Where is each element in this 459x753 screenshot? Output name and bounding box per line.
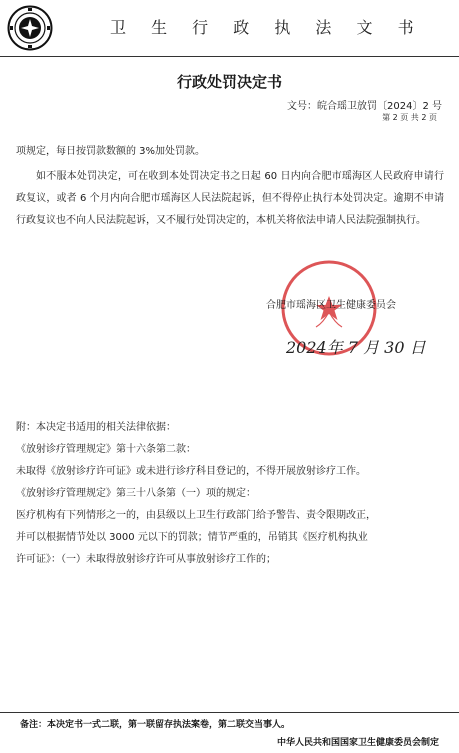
health-enforcement-emblem [7, 5, 53, 51]
legal-basis-line: 未取得《放射诊疗许可证》或未进行诊疗科目登记的，不得开展放射诊疗工作。 [16, 466, 366, 477]
body-paragraph-2: 如不服本处罚决定，可在收到本处罚决定书之日起 60 日内向合肥市瑶海区人民政府申请行政复议，或者 6 个月内向合肥市瑶海区人民法院起诉，但不得停止执行本处罚决定。逾期不申请行政复议也不向人民法院起诉，又不履行处罚决定的，本机关将依法申请人民法院强制执行。 [16, 171, 444, 226]
document-title: 行政处罚决定书 [176, 73, 282, 91]
footer-note: 备注：本决定书一式二联，第一联留存执法案卷，第二联交当事人。 [20, 720, 291, 730]
signature-date: 2024年 7 月 30 日 [286, 338, 426, 357]
legal-basis-line: 并可以根据情节处以 3000 元以下的罚款；情节严重的，吊销其《医疗机构执业 [16, 532, 368, 543]
legal-basis-line: 医疗机构有下列情形之一的，由县级以上卫生行政部门给予警告、责令限期改正， [16, 510, 376, 521]
document-number: 文号：皖合瑶卫放罚〔2024〕2 号 [287, 101, 442, 112]
footer-rule [0, 712, 459, 713]
body-paragraph-1: 项规定，每日按罚款数额的 3%加处罚款。 [16, 146, 206, 157]
legal-basis-heading: 附：本决定书适用的相关法律依据： [16, 422, 176, 433]
page-info: 第 2 页 共 2 页 [382, 113, 437, 122]
header-rule [0, 56, 459, 57]
legal-basis-line: 《放射诊疗管理规定》第三十八条第（一）项的规定： [16, 488, 256, 499]
issuing-organization: 合肥市瑶海区卫生健康委员会 [266, 300, 396, 311]
footer-issuer: 中华人民共和国国家卫生健康委员会制定 [276, 738, 439, 748]
header-title: 卫 生 行 政 执 法 文 书 [110, 18, 424, 37]
legal-basis-line: 《放射诊疗管理规定》第十六条第二款： [16, 444, 196, 455]
legal-basis-line: 许可证》：（一）未取得放射诊疗许可从事放射诊疗工作的； [16, 554, 276, 565]
legal-basis [16, 417, 444, 571]
